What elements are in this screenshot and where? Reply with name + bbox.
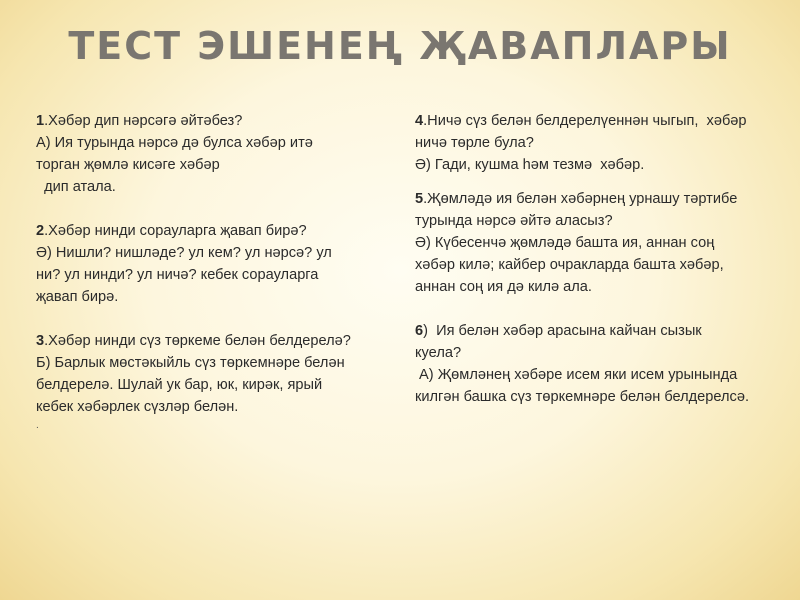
qa-item-3 — [36, 330, 386, 418]
answer-line: А) Ия турында нәрсә дә булса хәбәр итә — [36, 135, 313, 151]
answer-line: А) Җөмләнең хәбәре исем яки исем урынында — [415, 367, 738, 383]
spacer — [36, 308, 386, 330]
question-line: куела? — [415, 345, 462, 361]
question-number: 6 — [415, 323, 424, 339]
question-number: 1 — [36, 113, 45, 129]
spacer — [415, 176, 785, 188]
question-number: 5 — [415, 191, 424, 207]
question-line — [415, 320, 785, 342]
answer-line: Ә) Нишли? нишләде? ул кем? ул нәрсә? ул — [36, 245, 332, 261]
question-text: .Хәбәр нинди сүз төркеме белән белдерелә? — [44, 333, 351, 349]
answer-line: Ә) Гади, кушма һәм тезмә хәбәр. — [415, 157, 645, 173]
answer-line: торган җөмлә кисәге хәбәр — [36, 157, 220, 173]
answer-line: хәбәр килә; кайбер очракларда башта хәбәр, — [415, 257, 724, 273]
question-number: 2 — [36, 223, 45, 239]
answer-line: дип атала. — [36, 179, 116, 195]
question-line: ничә төрле була? — [415, 135, 534, 151]
trailing-dot: . — [36, 420, 39, 431]
answer-line: кебек хәбәрлек сүзләр белән. — [36, 399, 239, 415]
question-text: ) Ия белән хәбәр арасына кайчан сызык — [423, 323, 702, 339]
qa-item-4 — [415, 110, 785, 176]
answer-line: Ә) Күбесенчә җөмләдә башта ия, аннан соң — [415, 235, 715, 251]
qa-item-5 — [415, 188, 785, 298]
qa-item-2 — [36, 220, 386, 308]
question-line — [415, 188, 785, 210]
spacer — [415, 298, 785, 320]
spacer — [36, 198, 386, 220]
question-line — [36, 330, 386, 352]
right-column — [415, 110, 785, 408]
question-line — [36, 220, 386, 242]
question-number: 4 — [415, 113, 424, 129]
answer-line: Б) Барлык мөстәкыйль сүз төркемнәре белән — [36, 355, 345, 371]
answer-line: белдерелә. Шулай ук бар, юк, кирәк, ярый — [36, 377, 323, 393]
slide-title: ТЕСТ ЭШЕНЕҢ ҖАВАПЛАРЫ — [68, 24, 732, 68]
question-line — [36, 110, 386, 132]
question-text: .Ничә сүз белән белдерелүеннән чыгып, хәбәр — [423, 113, 747, 129]
question-text: .Хәбәр дип нәрсәгә әйтәбез? — [44, 113, 243, 129]
question-text: .Хәбәр нинди сорауларга җавап бирә? — [44, 223, 307, 239]
left-column — [36, 110, 386, 434]
answer-line: килгән башка сүз төркемнәре белән белдерелсә. — [415, 389, 750, 405]
answer-line: җавап бирә. — [36, 289, 119, 305]
question-line: турында нәрсә әйтә аласыз? — [415, 213, 613, 229]
qa-item-6 — [415, 320, 785, 408]
qa-item-1 — [36, 110, 386, 198]
answer-line: аннан соң ия дә килә ала. — [415, 279, 592, 295]
question-number: 3 — [36, 333, 45, 349]
question-text: .Җөмләдә ия белән хәбәрнең урнашу тәртибе — [423, 191, 738, 207]
question-line — [415, 110, 785, 132]
answer-line: ни? ул нинди? ул ничә? кебек сорауларга — [36, 267, 319, 283]
